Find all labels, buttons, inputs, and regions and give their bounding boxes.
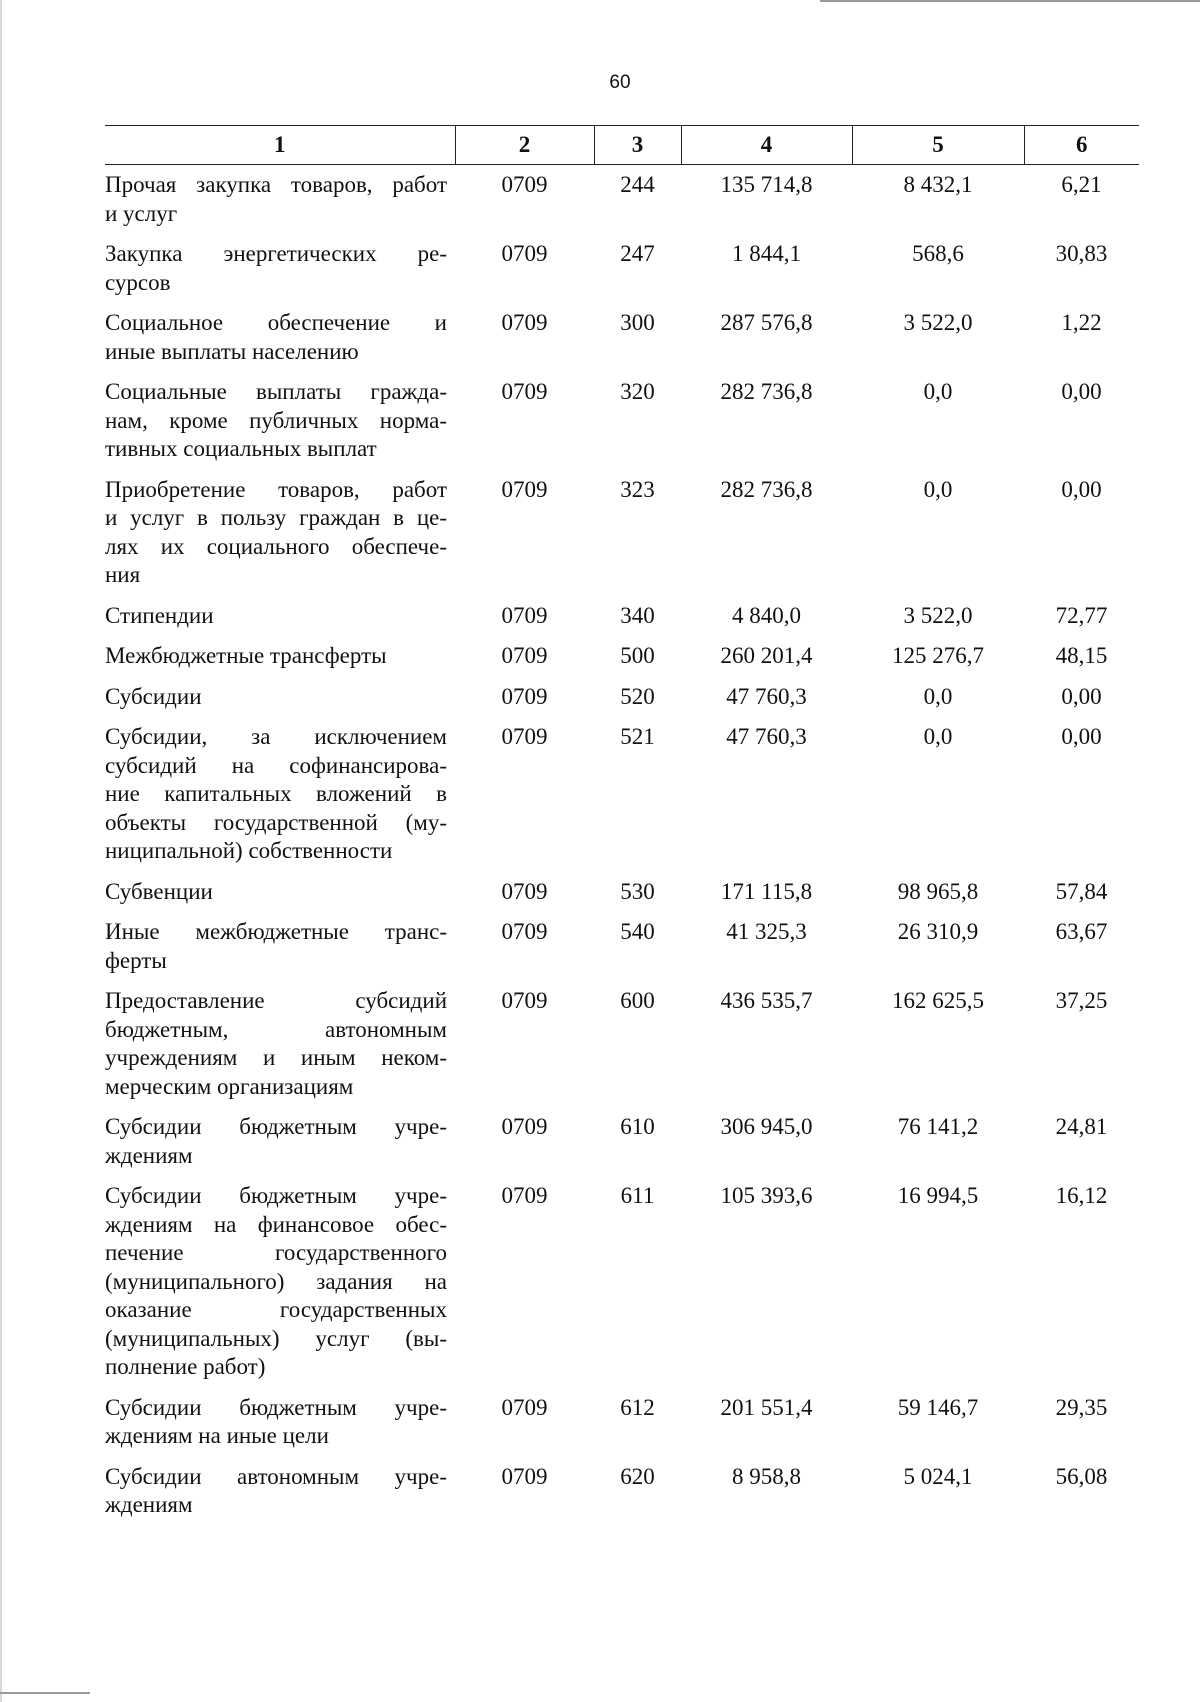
item-name-line: Субсидии бюджетным учре-	[105, 1394, 447, 1420]
row-item-name	[105, 987, 455, 1113]
execution-percent: 56,08	[1055, 1463, 1108, 1489]
planned-amount: 201 551,4	[720, 1394, 813, 1420]
item-name-line: Субсидии бюджетным учре-	[105, 1183, 447, 1208]
item-name-line: ждениям на финансовое обес-	[105, 1211, 447, 1237]
expense-type-code: 612	[620, 1394, 655, 1420]
item-name-line: ферты	[105, 947, 167, 973]
expense-type-code: 521	[620, 724, 655, 749]
item-name-line: ждениям	[105, 1142, 193, 1168]
executed-amount: 26 310,9	[897, 919, 979, 944]
expense-type-code: 610	[620, 1114, 655, 1139]
table-row	[105, 642, 1139, 683]
item-name-line: Субсидии бюджетным учре-	[105, 1114, 447, 1139]
execution-percent: 37,25	[1055, 988, 1108, 1013]
item-name-line: Закупка энергетических ре-	[105, 241, 447, 266]
item-name-line: полнение работ)	[105, 1354, 266, 1379]
expense-type-code: 320	[620, 379, 655, 404]
table-row	[105, 987, 1139, 1113]
row-item-name	[105, 918, 455, 987]
planned-amount: 1 844,1	[732, 241, 801, 266]
execution-percent: 24,81	[1055, 1114, 1108, 1139]
executed-amount: 568,6	[912, 241, 964, 266]
item-name-line: ние капитальных вложений в	[105, 781, 447, 806]
section-code: 0709	[501, 1394, 548, 1420]
executed-amount: 16 994,5	[897, 1183, 979, 1208]
planned-amount: 260 201,4	[720, 643, 813, 668]
table-row	[105, 723, 1139, 878]
item-name-line: Субсидии автономным учре-	[105, 1463, 447, 1489]
table-row	[105, 309, 1139, 378]
header-col-2: 2	[455, 126, 594, 165]
item-name-line: иные выплаты населению	[105, 338, 359, 364]
row-item-name	[105, 683, 455, 724]
item-name-line: ниципальной) собственности	[105, 838, 393, 863]
section-code: 0709	[501, 310, 548, 335]
row-item-name	[105, 1394, 455, 1463]
planned-amount: 282 736,8	[720, 476, 813, 502]
executed-amount: 125 276,7	[892, 643, 984, 668]
expense-type-code: 540	[620, 919, 655, 944]
expense-type-code: 600	[620, 988, 655, 1013]
section-code: 0709	[501, 1463, 548, 1489]
page-number: 60	[609, 72, 631, 93]
table-row	[105, 918, 1139, 987]
header-col-5: 5	[852, 126, 1024, 165]
executed-amount: 59 146,7	[897, 1394, 979, 1420]
scan-bottom-mark	[0, 1692, 90, 1694]
table-row	[105, 476, 1139, 602]
header-col-6: 6	[1024, 126, 1139, 165]
executed-amount: 3 522,0	[903, 310, 973, 335]
item-name-line: учреждениям и иным неком-	[105, 1045, 447, 1070]
table-row	[105, 1463, 1139, 1532]
section-code: 0709	[501, 379, 548, 404]
item-name-line: лях их социального обеспече-	[105, 533, 447, 559]
item-name-line: Социальное обеспечение и	[105, 310, 447, 335]
planned-amount: 436 535,7	[720, 988, 813, 1013]
section-code: 0709	[501, 1183, 548, 1208]
execution-percent: 63,67	[1055, 919, 1108, 944]
executed-amount: 98 965,8	[897, 878, 979, 904]
section-code: 0709	[501, 1114, 548, 1139]
expense-type-code: 520	[620, 683, 655, 709]
executed-amount: 8 432,1	[903, 172, 973, 197]
executed-amount: 162 625,5	[892, 988, 984, 1013]
expense-type-code: 323	[620, 476, 655, 502]
header-col-4: 4	[681, 126, 852, 165]
section-code: 0709	[501, 988, 548, 1013]
header-col-1: 1	[105, 126, 455, 165]
row-item-name	[105, 723, 455, 878]
table-row	[105, 1394, 1139, 1463]
planned-amount: 47 760,3	[726, 683, 807, 709]
planned-amount: 4 840,0	[732, 602, 801, 628]
execution-percent: 1,22	[1061, 310, 1102, 335]
item-name-line: сурсов	[105, 269, 171, 295]
expense-type-code: 530	[620, 878, 655, 904]
table-row	[105, 165, 1139, 241]
table-row	[105, 378, 1139, 476]
expense-type-code: 244	[620, 172, 655, 197]
planned-amount: 287 576,8	[720, 310, 813, 335]
execution-percent: 30,83	[1055, 241, 1108, 266]
planned-amount: 47 760,3	[726, 724, 807, 749]
row-item-name	[105, 378, 455, 476]
executed-amount: 76 141,2	[897, 1114, 979, 1139]
item-name-line: Субсидии, за исключением	[105, 724, 447, 749]
scan-left-edge	[0, 0, 2, 1702]
item-name-line: Социальные выплаты гражда-	[105, 379, 447, 404]
item-name-line: оказание государственных	[105, 1297, 447, 1322]
table-row	[105, 878, 1139, 919]
executed-amount: 0,0	[923, 379, 953, 404]
execution-percent: 48,15	[1055, 643, 1108, 668]
planned-amount: 282 736,8	[720, 379, 813, 404]
planned-amount: 306 945,0	[720, 1114, 813, 1139]
expense-type-code: 300	[620, 310, 655, 335]
execution-percent: 0,00	[1061, 476, 1102, 502]
planned-amount: 135 714,8	[720, 172, 813, 197]
planned-amount: 105 393,6	[720, 1183, 813, 1208]
planned-amount: 171 115,8	[720, 878, 813, 904]
item-name-line: Субсидии	[105, 683, 202, 709]
item-name-line: объекты государственной (му-	[105, 809, 447, 835]
item-name-line: Иные межбюджетные транс-	[105, 919, 447, 944]
section-code: 0709	[501, 643, 548, 668]
expense-type-code: 340	[620, 602, 655, 628]
table-row	[105, 602, 1139, 643]
section-code: 0709	[501, 724, 548, 749]
item-name-line: Межбюджетные трансферты	[105, 643, 387, 668]
executed-amount: 0,0	[923, 683, 953, 709]
item-name-line: печение государственного	[105, 1240, 447, 1265]
execution-percent: 0,00	[1061, 379, 1102, 404]
item-name-line: ждениям на иные цели	[105, 1423, 329, 1448]
section-code: 0709	[501, 683, 548, 709]
table-header-row	[105, 126, 1139, 165]
execution-percent: 16,12	[1055, 1183, 1108, 1208]
planned-amount: 8 958,8	[732, 1463, 801, 1489]
execution-percent: 0,00	[1061, 683, 1102, 709]
item-name-line: ния	[105, 562, 141, 587]
planned-amount: 41 325,3	[726, 919, 807, 944]
expense-type-code: 620	[620, 1463, 655, 1489]
executed-amount: 0,0	[923, 724, 953, 749]
item-name-line: Стипендии	[105, 602, 214, 628]
execution-percent: 57,84	[1055, 878, 1108, 904]
item-name-line: и услуг	[105, 200, 178, 226]
item-name-line: Прочая закупка товаров, работ	[105, 172, 447, 197]
section-code: 0709	[501, 476, 548, 502]
item-name-line: бюджетным, автономным	[105, 1016, 447, 1042]
row-item-name	[105, 240, 455, 309]
row-item-name	[105, 642, 455, 683]
expense-type-code: 611	[620, 1183, 655, 1208]
execution-percent: 72,77	[1055, 602, 1108, 628]
scan-top-border	[820, 0, 1200, 2]
execution-percent: 29,35	[1055, 1394, 1108, 1420]
item-name-line: мерческим организациям	[105, 1073, 354, 1099]
section-code: 0709	[501, 602, 548, 628]
section-code: 0709	[501, 919, 548, 944]
expense-type-code: 247	[620, 241, 655, 266]
row-item-name	[105, 165, 455, 241]
table-row	[105, 240, 1139, 309]
budget-table	[105, 125, 1139, 1532]
executed-amount: 3 522,0	[903, 602, 973, 628]
execution-percent: 6,21	[1061, 172, 1102, 197]
row-item-name	[105, 309, 455, 378]
row-item-name	[105, 1113, 455, 1182]
item-name-line: (муниципального) задания на	[105, 1268, 447, 1294]
executed-amount: 0,0	[923, 476, 953, 502]
item-name-line: и услуг в пользу граждан в це-	[105, 505, 447, 530]
executed-amount: 5 024,1	[903, 1463, 973, 1489]
item-name-line: Предоставление субсидий	[105, 988, 447, 1013]
item-name-line: нам, кроме публичных норма-	[105, 407, 447, 433]
expense-type-code: 500	[620, 643, 655, 668]
execution-percent: 0,00	[1061, 724, 1102, 749]
table-row	[105, 1182, 1139, 1394]
section-code: 0709	[501, 878, 548, 904]
section-code: 0709	[501, 172, 548, 197]
row-item-name	[105, 476, 455, 602]
item-name-line: ждениям	[105, 1492, 193, 1517]
table-row	[105, 1113, 1139, 1182]
row-item-name	[105, 1182, 455, 1394]
item-name-line: Приобретение товаров, работ	[105, 476, 447, 502]
row-item-name	[105, 878, 455, 919]
section-code: 0709	[501, 241, 548, 266]
row-item-name	[105, 1463, 455, 1532]
item-name-line: тивных социальных выплат	[105, 436, 377, 461]
item-name-line: (муниципальных) услуг (вы-	[105, 1325, 447, 1351]
table-body	[105, 165, 1139, 1532]
row-item-name	[105, 602, 455, 643]
item-name-line: субсидий на софинансирова-	[105, 752, 447, 778]
table-row	[105, 683, 1139, 724]
item-name-line: Субвенции	[105, 878, 213, 904]
header-col-3: 3	[594, 126, 681, 165]
